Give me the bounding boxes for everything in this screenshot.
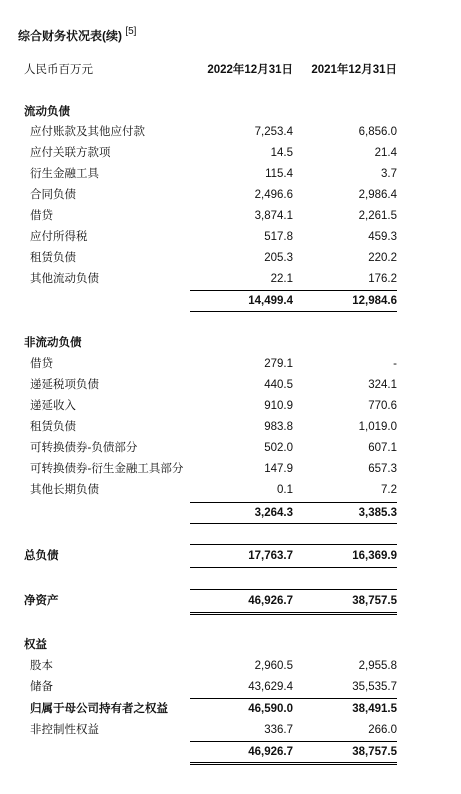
section-heading-label: 非流动负债	[24, 337, 82, 349]
row-label: 衍生金融工具	[30, 168, 99, 180]
section-heading-label: 权益	[24, 639, 47, 651]
row-label: 其他流动负债	[30, 273, 99, 285]
value-2022: 17,763.7	[248, 550, 293, 562]
value-2022: 2,496.6	[254, 189, 293, 201]
table-row	[0, 418, 461, 436]
value-2021: 7.2	[381, 484, 397, 496]
row-label: 递延收入	[30, 400, 76, 412]
value-2022: 14,499.4	[248, 295, 293, 307]
value-2022: 3,874.1	[254, 210, 293, 222]
value-2022: 205.3	[264, 252, 293, 264]
col-2021-header: 2021年12月31日	[311, 64, 397, 76]
title-note: [5]	[125, 26, 137, 37]
row-label: 可转换债券-负债部分	[30, 442, 138, 454]
table-row	[0, 460, 461, 478]
row-label: 总负债	[24, 550, 59, 562]
divider	[190, 544, 397, 545]
table-row	[0, 721, 461, 739]
value-2021: 16,369.9	[352, 550, 397, 562]
value-2021: 3,385.3	[358, 507, 397, 519]
net-assets-row	[0, 592, 461, 610]
col-2022-header: 2022年12月31日	[207, 64, 293, 76]
section-heading-current	[0, 103, 461, 121]
value-2022: 46,926.7	[248, 595, 293, 607]
double-divider	[190, 612, 397, 615]
subtotal-row-noncurrent	[0, 504, 461, 522]
row-label: 应付账款及其他应付款	[30, 126, 145, 138]
value-2021: 21.4	[374, 147, 397, 159]
value-2021: 2,261.5	[358, 210, 397, 222]
title-text: 综合财务状况表(续)	[18, 29, 122, 43]
value-2022: 440.5	[264, 379, 293, 391]
table-row	[0, 376, 461, 394]
value-2022: 517.8	[264, 231, 293, 243]
value-2021: 220.2	[368, 252, 397, 264]
parent-equity-row	[0, 700, 461, 718]
value-2022: 910.9	[264, 400, 293, 412]
value-2022: 279.1	[264, 358, 293, 370]
row-label: 借贷	[30, 358, 53, 370]
table-row	[0, 165, 461, 183]
value-2021: -	[393, 358, 397, 370]
value-2022: 336.7	[264, 724, 293, 736]
value-2022: 3,264.3	[254, 507, 293, 519]
table-row	[0, 397, 461, 415]
equity-total-row	[0, 743, 461, 761]
row-label: 应付所得税	[30, 231, 88, 243]
table-row	[0, 228, 461, 246]
value-2022: 147.9	[264, 463, 293, 475]
divider	[190, 589, 397, 590]
value-2022: 22.1	[270, 273, 293, 285]
section-heading-equity	[0, 636, 461, 654]
row-label: 可转换债券-衍生金融工具部分	[30, 463, 184, 475]
value-2021: 2,955.8	[358, 660, 397, 672]
value-2021: 1,019.0	[358, 421, 397, 433]
row-label: 归属于母公司持有者之权益	[30, 703, 168, 715]
value-2021: 266.0	[368, 724, 397, 736]
value-2022: 43,629.4	[248, 681, 293, 693]
value-2021: 657.3	[368, 463, 397, 475]
value-2021: 12,984.6	[352, 295, 397, 307]
value-2021: 607.1	[368, 442, 397, 454]
row-label: 净资产	[24, 595, 59, 607]
row-label: 租赁负债	[30, 421, 76, 433]
divider	[190, 311, 397, 312]
divider	[190, 698, 397, 699]
value-2022: 2,960.5	[254, 660, 293, 672]
table-row	[0, 678, 461, 696]
table-row	[0, 355, 461, 373]
total-liabilities-row	[0, 547, 461, 565]
row-label: 合同负债	[30, 189, 76, 201]
value-2022: 14.5	[270, 147, 293, 159]
divider	[190, 523, 397, 524]
value-2022: 0.1	[277, 484, 293, 496]
table-row	[0, 481, 461, 499]
divider	[190, 741, 397, 742]
value-2021: 6,856.0	[358, 126, 397, 138]
section-heading-label: 流动负债	[24, 106, 70, 118]
row-label: 非控制性权益	[30, 724, 99, 736]
row-label: 借贷	[30, 210, 53, 222]
divider	[190, 567, 397, 568]
table-row	[0, 439, 461, 457]
row-label: 递延税项负债	[30, 379, 99, 391]
divider	[190, 502, 397, 503]
value-2021: 770.6	[368, 400, 397, 412]
table-row	[0, 186, 461, 204]
value-2022: 983.8	[264, 421, 293, 433]
value-2022: 115.4	[265, 168, 293, 180]
value-2022: 7,253.4	[254, 126, 293, 138]
divider	[190, 290, 397, 291]
table-row	[0, 657, 461, 675]
value-2021: 2,986.4	[358, 189, 397, 201]
table-row	[0, 207, 461, 225]
value-2021: 459.3	[368, 231, 397, 243]
value-2021: 38,757.5	[352, 746, 397, 758]
unit-label: 人民币百万元	[24, 64, 93, 76]
value-2021: 176.2	[368, 273, 397, 285]
page-title	[18, 27, 136, 44]
value-2021: 38,491.5	[352, 703, 397, 715]
table-row	[0, 144, 461, 162]
value-2021: 35,535.7	[352, 681, 397, 693]
row-label: 储备	[30, 681, 53, 693]
value-2021: 3.7	[381, 168, 397, 180]
value-2022: 502.0	[264, 442, 293, 454]
row-label: 租赁负债	[30, 252, 76, 264]
value-2021: 324.1	[368, 379, 397, 391]
subtotal-row-current	[0, 292, 461, 310]
table-row	[0, 249, 461, 267]
table-row	[0, 270, 461, 288]
table-row	[0, 123, 461, 141]
row-label: 其他长期负债	[30, 484, 99, 496]
section-heading-noncurrent	[0, 334, 461, 352]
value-2021: 38,757.5	[352, 595, 397, 607]
value-2022: 46,926.7	[248, 746, 293, 758]
value-2022: 46,590.0	[248, 703, 293, 715]
double-divider	[190, 762, 397, 765]
column-header-row	[0, 61, 461, 79]
row-label: 应付关联方款项	[30, 147, 111, 159]
row-label: 股本	[30, 660, 53, 672]
